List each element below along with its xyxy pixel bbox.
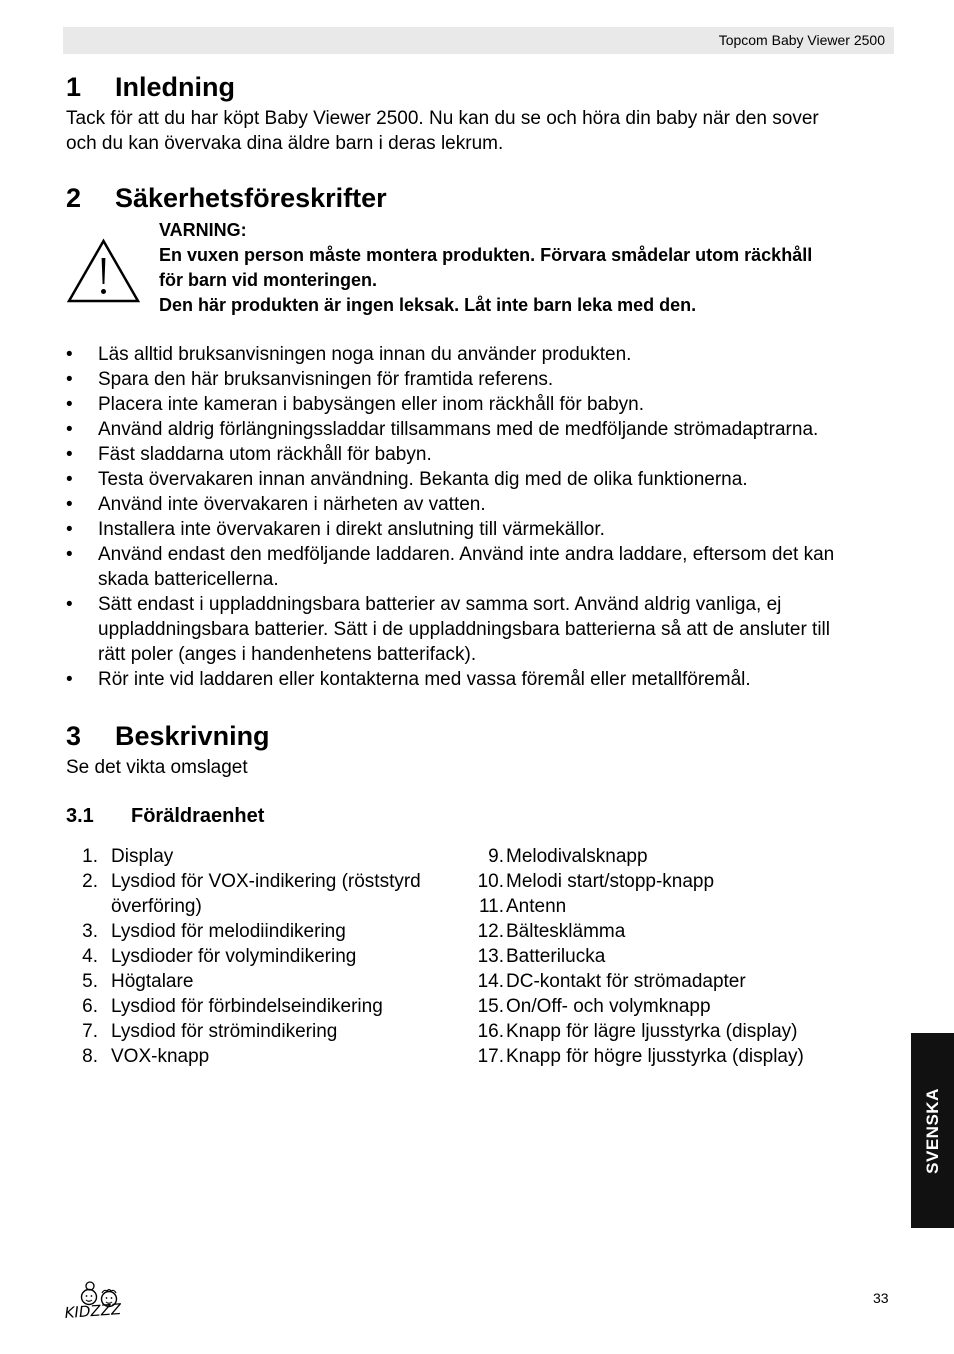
section-2-title: Säkerhetsföreskrifter — [115, 183, 387, 213]
list-item: 6. Lysdiod för förbindelseindikering — [82, 996, 383, 1017]
list-item: • Fäst sladdarna utom räckhåll för babyn. — [66, 444, 432, 465]
text-line: och du kan övervaka dina äldre barn i deras lekrum. — [66, 133, 504, 154]
list-item: 7. Lysdiod för strömindikering — [82, 1021, 338, 1042]
safety-list — [66, 342, 896, 692]
warning-label: VARNING: — [159, 220, 247, 240]
list-item: • Använd inte övervakaren i närheten av vatten. — [66, 494, 486, 515]
section-1-text — [66, 106, 896, 156]
kidzzz-logo-icon — [62, 1277, 136, 1323]
text-line: Tack för att du har köpt Baby Viewer 2500. Nu kan du se och höra din baby när den sover — [66, 108, 819, 129]
logo-text: KIDZZZ — [64, 1300, 122, 1322]
list-item: • Installera inte övervakaren i direkt anslutning till värmekällor. — [66, 519, 605, 540]
header-bar — [63, 27, 894, 54]
list-item: • Placera inte kameran i babysängen eller inom räckhåll för babyn. — [66, 394, 645, 415]
warning-line: för barn vid monteringen. — [159, 270, 378, 290]
list-item: 8. VOX-knapp — [82, 1046, 210, 1067]
list-item: • Använd aldrig förlängningssladdar tillsammans med de medföljande strömadaptrarna. — [66, 419, 819, 440]
section-3-number: 3 — [66, 721, 82, 751]
list-item: 14. DC-kontakt för strömadapter — [477, 971, 746, 992]
section-2-heading — [66, 182, 387, 214]
section-3-intro: Se det vikta omslaget — [66, 757, 248, 778]
language-tab — [911, 1033, 954, 1228]
list-item: 11. Antenn — [478, 896, 567, 917]
warning-triangle-icon — [66, 238, 141, 304]
subsection-3-1-heading — [66, 803, 264, 829]
list-item: 10. Melodi start/stopp-knapp — [477, 871, 715, 892]
list-item: 12. Bältesklämma — [477, 921, 626, 942]
list-item: 1. Display — [82, 846, 174, 867]
warning-line: En vuxen person måste montera produkten. Förvara smådelar utom räckhåll — [159, 245, 813, 265]
list-item: 5. Högtalare — [82, 971, 194, 992]
list-item: 17. Knapp för högre ljusstyrka (display) — [477, 1046, 804, 1067]
warning-line: Den här produkten är ingen leksak. Låt inte barn leka med den. — [159, 295, 697, 315]
subsection-title: Föräldraenhet — [131, 805, 265, 827]
parts-list-left — [66, 844, 466, 1069]
list-item: • Spara den här bruksanvisningen för framtida referens. — [66, 369, 554, 390]
subsection-number: 3.1 — [66, 805, 94, 827]
list-item: • Läs alltid bruksanvisningen noga innan du använder produkten. — [66, 344, 632, 365]
section-1-heading — [66, 71, 235, 103]
header-title: Topcom Baby Viewer 2500 — [718, 32, 885, 48]
list-item: 9. Melodivalsknapp — [488, 846, 648, 867]
list-item: • Rör inte vid laddaren eller kontakterna med vassa föremål eller metallföremål. — [66, 669, 751, 690]
section-2-number: 2 — [66, 183, 82, 213]
list-item: 3. Lysdiod för melodiindikering — [82, 921, 346, 942]
list-item: 4. Lysdioder för volymindikering — [82, 946, 357, 967]
list-item: • Använd endast den medföljande laddaren. Använd inte andra laddare, eftersom det kan skada battericellerna. — [66, 544, 835, 590]
page-number: 33 — [873, 1290, 889, 1306]
parts-list-right — [474, 844, 884, 1069]
section-1-title: Inledning — [115, 72, 235, 102]
section-1-number: 1 — [66, 72, 82, 102]
list-item: • Testa övervakaren innan användning. Bekanta dig med de olika funktionerna. — [66, 469, 748, 490]
list-item: • Sätt endast i uppladdningsbara batterier av samma sort. Använd aldrig vanliga, ej uppladdningsbara batterier. Sätt i de uppladdningsbara batterierna så att de ansluter till rätt poler (anges i handenhetens batterifack). — [66, 594, 830, 665]
list-item: 13. Batterilucka — [477, 946, 606, 967]
list-item: 16. Knapp för lägre ljusstyrka (display) — [477, 1021, 798, 1042]
section-3-heading — [66, 720, 270, 752]
language-tab-label: SVENSKA — [922, 1087, 942, 1174]
list-item: 2. Lysdiod för VOX-indikering (röststyrd överföring) — [82, 871, 421, 917]
list-item: 15. On/Off- och volymknapp — [477, 996, 711, 1017]
section-3-title: Beskrivning — [115, 721, 270, 751]
warning-block — [159, 218, 899, 318]
